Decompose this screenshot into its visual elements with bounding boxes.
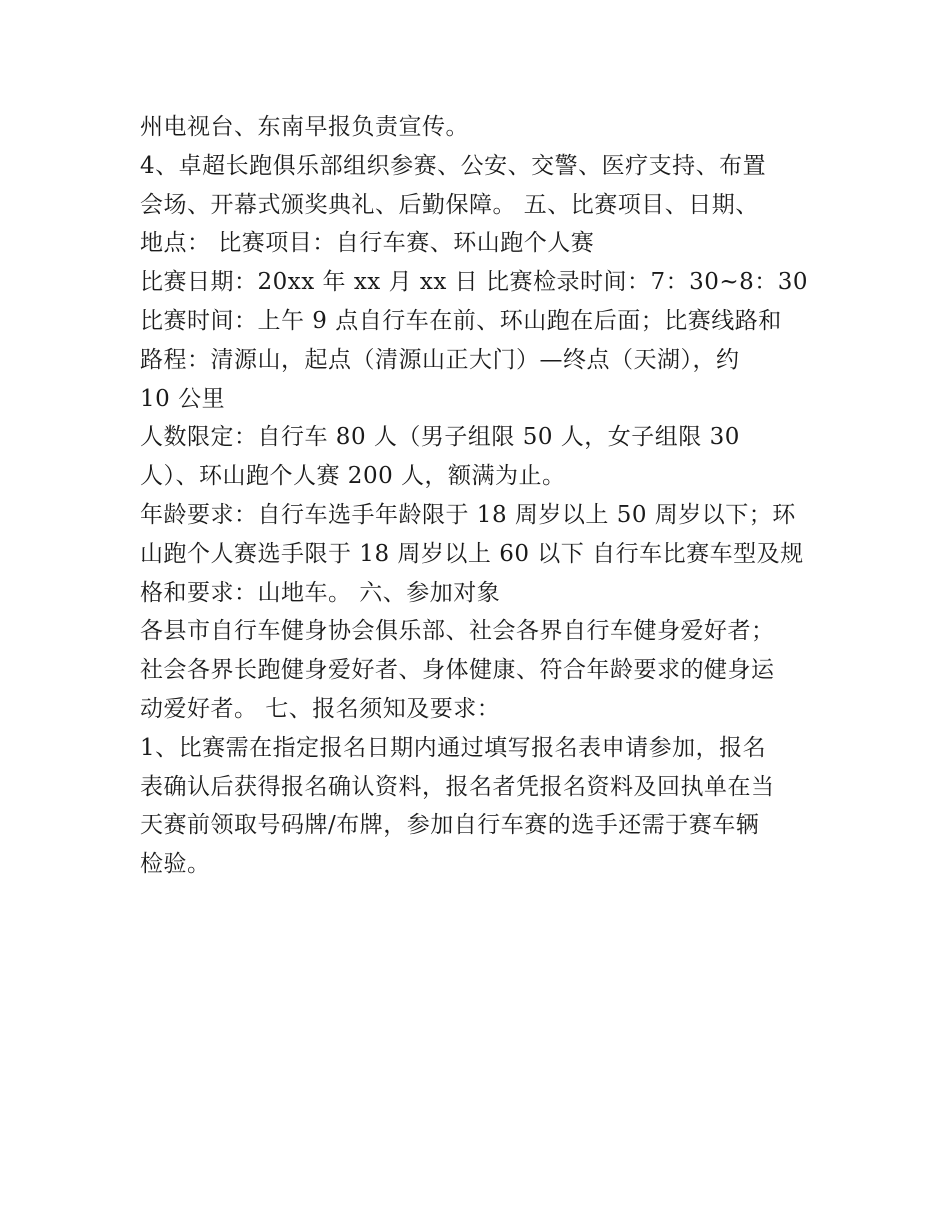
text-line: 山跑个人赛选手限于 18 周岁以上 60 以下 自行车比赛车型及规: [140, 540, 804, 567]
text-line: 表确认后获得报名确认资料，报名者凭报名资料及回执单在当: [140, 773, 775, 800]
text-line: 路程：清源山，起点（清源山正大门）—终点（天湖），约: [140, 346, 740, 373]
text-line: 比赛日期：20xx 年 xx 月 xx 日 比赛检录时间：7：30~8：30: [140, 269, 809, 296]
document-body: [140, 108, 830, 884]
text-line: 格和要求：山地车。 六、参加对象: [140, 579, 501, 606]
text-line: 人数限定：自行车 80 人（男子组限 50 人，女子组限 30: [140, 424, 740, 451]
text-line: 各县市自行车健身协会俱乐部、社会各界自行车健身爱好者；: [140, 618, 775, 645]
text-line: 10 公里: [140, 385, 226, 412]
text-line: 人）、环山跑个人赛 200 人，额满为止。: [140, 463, 566, 490]
text-line: 社会各界长跑健身爱好者、身体健康、符合年龄要求的健身运: [140, 657, 775, 684]
text-line: 州电视台、东南早报负责宣传。: [140, 114, 469, 140]
text-line: 天赛前领取号码牌/布牌，参加自行车赛的选手还需于赛车辆: [140, 812, 760, 839]
text-line: 会场、开幕式颁奖典礼、后勤保障。 五、比赛项目、日期、: [140, 191, 759, 218]
text-line: 4、卓超长跑俱乐部组织参赛、公安、交警、医疗支持、布置: [140, 152, 767, 179]
text-line: 地点： 比赛项目：自行车赛、环山跑个人赛: [140, 230, 595, 257]
text-line: 1、比赛需在指定报名日期内通过填写报名表申请参加，报名: [140, 734, 767, 761]
text-line: 检验。: [140, 851, 211, 878]
text-line: 比赛时间：上午 9 点自行车在前、环山跑在后面；比赛线路和: [140, 307, 782, 334]
text-line: 年龄要求：自行车选手年龄限于 18 周岁以上 50 周岁以下；环: [140, 501, 796, 528]
text-line: 动爱好者。 七、报名须知及要求：: [140, 695, 501, 722]
